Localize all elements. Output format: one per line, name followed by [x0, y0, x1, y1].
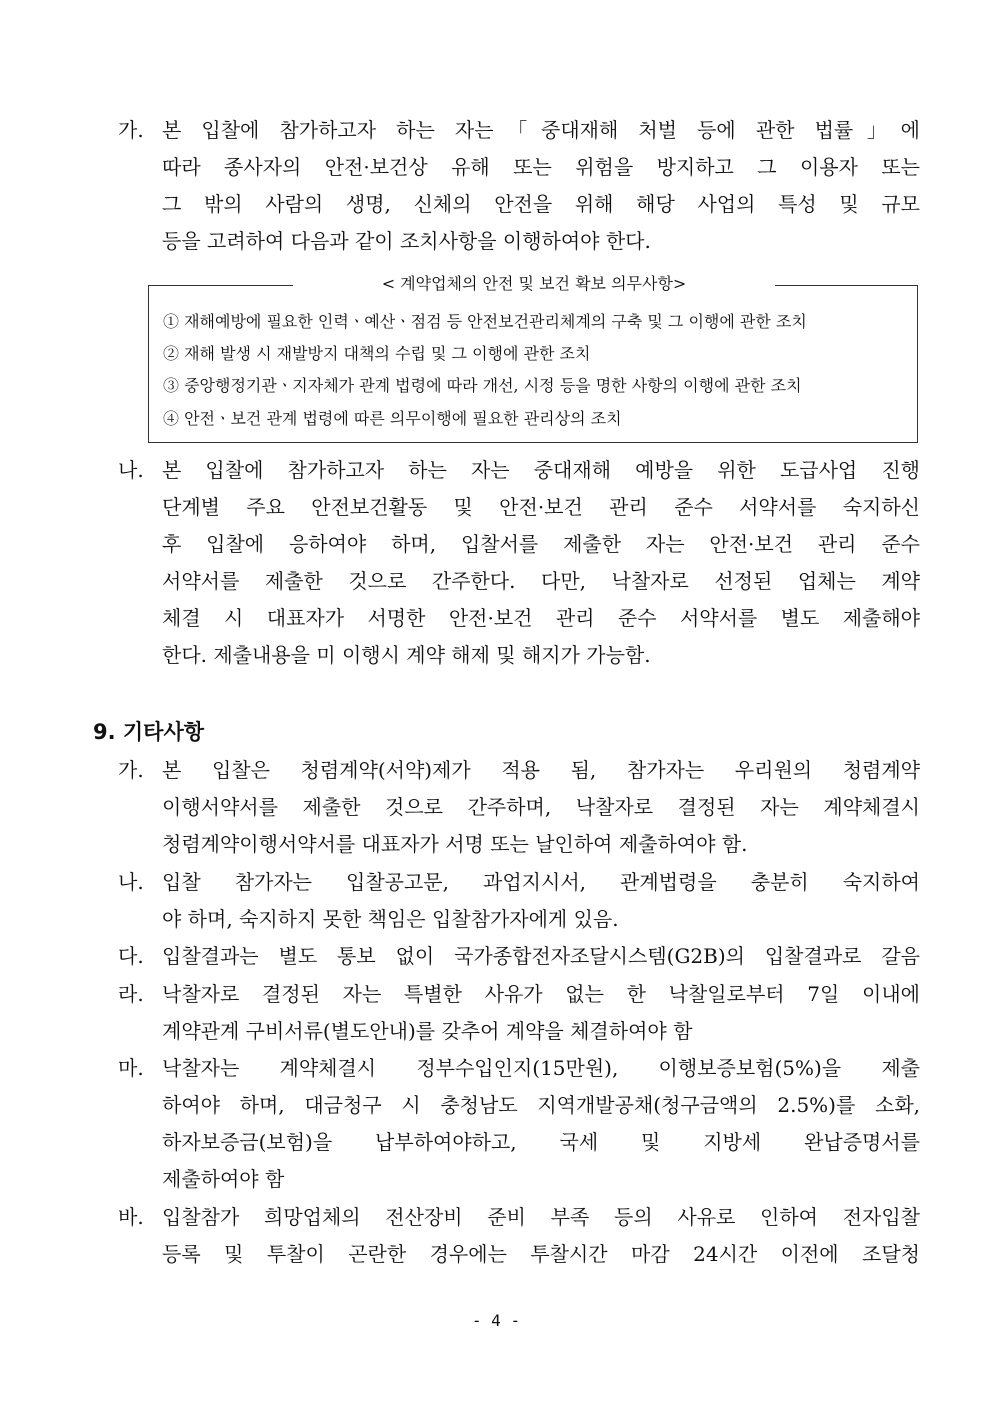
obligation-item: ④ 안전ㆍ보건 관계 법령에 따른 의무이행에 필요한 관리상의 조치 [163, 409, 622, 428]
clause-line: 한다. 제출내용을 미 이행시 계약 해제 및 해지가 가능함. [162, 643, 651, 667]
clause-9-ra [118, 976, 920, 1050]
clause-line: 계약관계 구비서류(별도안내)를 갖추어 계약을 체결하여야 함 [162, 1019, 693, 1043]
obligation-item: ③ 중앙행정기관ㆍ지자체가 관계 법령에 따라 개선, 시정 등을 명한 사항의 이행에 관한 조치 [163, 376, 802, 395]
clause-marker: 다. [118, 944, 144, 968]
page-number: - 4 - [471, 1311, 521, 1330]
clause-9-ga [118, 752, 920, 863]
clause-marker: 마. [118, 1056, 144, 1080]
clause-8-na [118, 452, 920, 674]
clause-marker: 가. [118, 758, 144, 782]
clause-line: 청렴계약이행서약서를 대표자가 서명 또는 날인하여 제출하여야 함. [162, 832, 748, 856]
clause-line: 따라 종사자의 안전·보건상 유해 또는 위험을 방지하고 그 이용자 또는 [162, 155, 920, 179]
clause-line: 낙찰자로 결정된 자는 특별한 사유가 없는 한 낙찰일로부터 7일 이내에 [162, 982, 920, 1006]
clause-line: 제출하여야 함 [162, 1167, 285, 1191]
clause-line: 후 입찰에 응하여야 하며, 입찰서를 제출한 자는 안전·보건 관리 준수 [162, 532, 920, 556]
clause-line: 등을 고려하여 다음과 같이 조치사항을 이행하여야 한다. [162, 229, 651, 253]
clause-line: 낙찰자는 계약체결시 정부수입인지(15만원), 이행보증보험(5%)을 제출 [162, 1056, 920, 1080]
clause-9-na [118, 864, 920, 938]
clause-line: 이행서약서를 제출한 것으로 간주하며, 낙찰자로 결정된 자는 계약체결시 [162, 795, 920, 819]
section-heading: 9. 기타사항 [93, 720, 205, 744]
obligations-box-title: < 계약업체의 안전 및 보건 확보 의무사항> [293, 271, 775, 297]
clause-line: 하자보증금(보험)을 납부하여야하고, 국세 및 지방세 완납증명서를 [162, 1130, 920, 1154]
clause-9-ma [118, 1050, 920, 1198]
clause-line: 입찰결과는 별도 통보 없이 국가종합전자조달시스템(G2B)의 입찰결과로 갈음 [162, 944, 920, 968]
obligation-item: ① 재해예방에 필요한 인력ㆍ예산ㆍ점검 등 안전보건관리체계의 구축 및 그 이행에 관한 조치 [163, 312, 807, 331]
clause-marker: 가. [118, 118, 144, 142]
clause-line: 본 입찰에 참가하고자 하는 자는「중대재해 처벌 등에 관한 법률」에 [162, 118, 920, 142]
clause-line: 서약서를 제출한 것으로 간주한다. 다만, 낙찰자로 선정된 업체는 계약 [162, 569, 920, 593]
clause-8-ga [118, 112, 920, 260]
clause-line: 입찰참가 희망업체의 전산장비 준비 부족 등의 사유로 인하여 전자입찰 [162, 1205, 920, 1229]
clause-9-da [118, 939, 920, 973]
clause-line: 체결 시 대표자가 서명한 안전·보건 관리 준수 서약서를 별도 제출해야 [162, 606, 920, 630]
clause-marker: 나. [118, 458, 144, 482]
clause-line: 본 입찰은 청렴계약(서약)제가 적용 됨, 참가자는 우리원의 청렴계약 [162, 758, 920, 782]
clause-line: 하여야 하며, 대금청구 시 충청남도 지역개발공채(청구금액의 2.5%)를 소화, [162, 1093, 920, 1117]
clause-line: 그 밖의 사람의 생명, 신체의 안전을 위해 해당 사업의 특성 및 규모 [162, 192, 920, 216]
clause-line: 본 입찰에 참가하고자 하는 자는 중대재해 예방을 위한 도급사업 진행 [162, 458, 920, 482]
clause-line: 단계별 주요 안전보건활동 및 안전·보건 관리 준수 서약서를 숙지하신 [162, 495, 920, 519]
clause-marker: 라. [118, 982, 144, 1006]
clause-marker: 나. [118, 870, 144, 894]
clause-9-ba [118, 1199, 920, 1273]
clause-marker: 바. [118, 1205, 144, 1229]
clause-line: 등록 및 투찰이 곤란한 경우에는 투찰시간 마감 24시간 이전에 조달청 [162, 1242, 920, 1266]
clause-line: 입찰 참가자는 입찰공고문, 과업지시서, 관계법령을 충분히 숙지하여 [162, 870, 920, 894]
clause-line: 야 하며, 숙지하지 못한 책임은 입찰참가자에게 있음. [162, 907, 619, 931]
obligation-item: ② 재해 발생 시 재발방지 대책의 수립 및 그 이행에 관한 조치 [163, 344, 591, 363]
